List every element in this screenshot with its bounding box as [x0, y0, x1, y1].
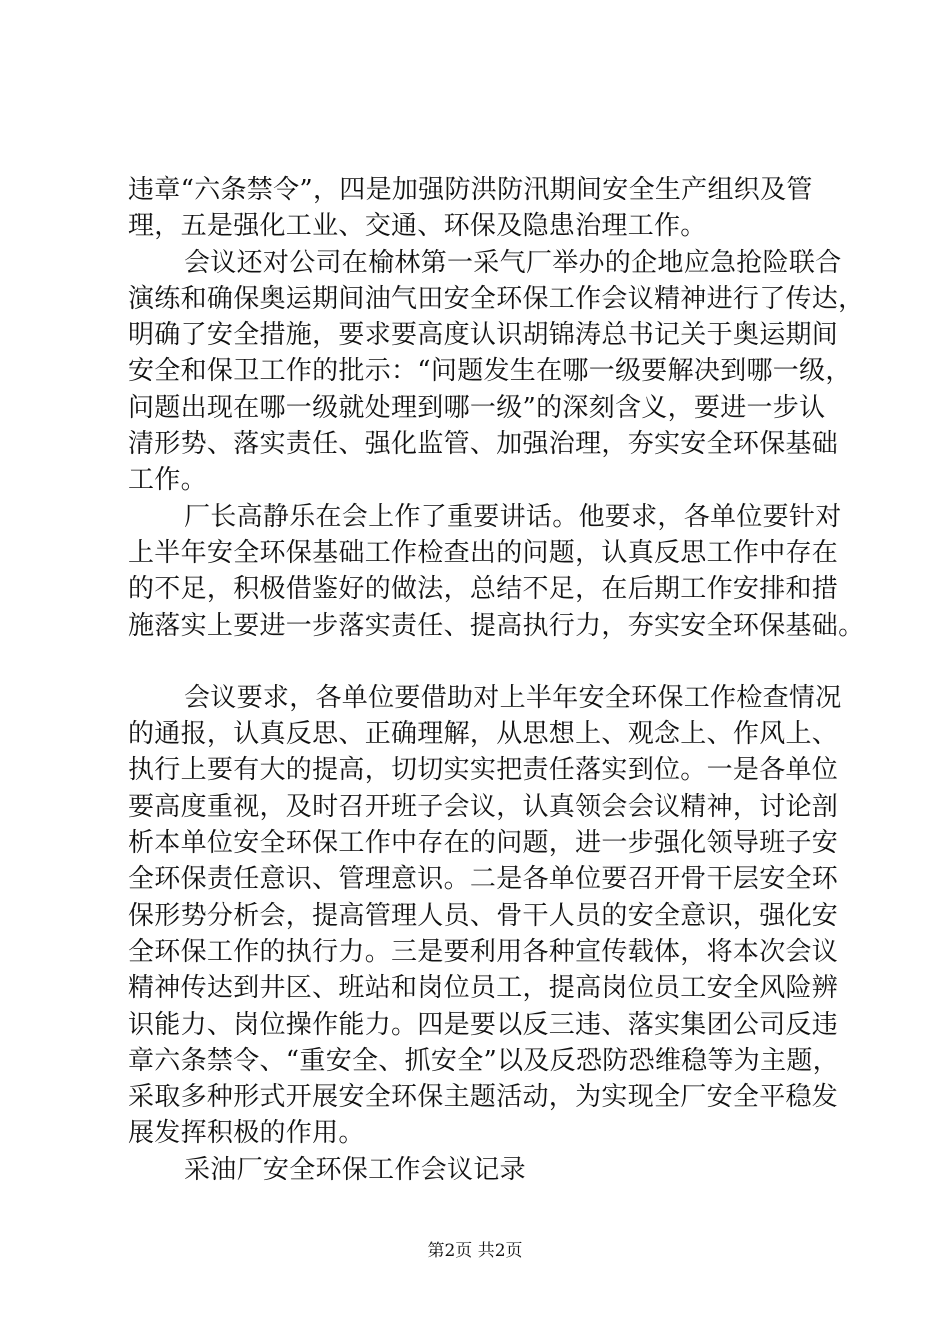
text-line: 会议还对公司在榆林第一采气厂举办的企地应急抢险联合	[184, 247, 842, 278]
text-line: 清形势、落实责任、强化监管、加强治理，夯实安全环保基础	[128, 429, 839, 460]
paragraph	[128, 680, 850, 1152]
text-line: 展发挥积极的作用。	[128, 1118, 365, 1149]
text-line: 全环保责任意识、管理意识。二是各单位要召开骨干层安全环	[128, 864, 839, 895]
page-footer: 第2页 共2页	[427, 1241, 523, 1261]
text-line: 问题出现在哪一级就处理到哪一级”的深刻含义，要进一步认	[128, 392, 826, 423]
text-line: 厂长高静乐在会上作了重要讲话。他要求，各单位要针对	[184, 501, 842, 532]
text-line: 演练和确保奥运期间油气田安全环保工作会议精神进行了传达，	[128, 283, 865, 314]
text-line: 的不足，积极借鉴好的做法，总结不足，在后期工作安排和措	[128, 574, 839, 605]
text-line: 保形势分析会，提高管理人员、骨干人员的安全意识，强化安	[128, 900, 839, 931]
text-line: 理，五是强化工业、交通、环保及隐患治理工作。	[128, 211, 707, 242]
text-line: 工作。	[128, 465, 207, 496]
paragraph	[128, 245, 865, 499]
paragraph	[128, 499, 865, 644]
text-line: 全环保工作的执行力。三是要利用各种宣传载体，将本次会议	[128, 936, 839, 967]
text-line: 安全和保卫工作的批示：“问题发生在哪一级要解决到哪一级，	[128, 356, 852, 387]
paragraph	[128, 1152, 850, 1188]
text-line: 章六条禁令、“重安全、抓安全”以及反恐防恐维稳等为主题，	[128, 1045, 839, 1076]
text-line: 析本单位安全环保工作中存在的问题，进一步强化领导班子安	[128, 828, 839, 859]
paragraph-gap	[128, 644, 850, 680]
text-line: 采油厂安全环保工作会议记录	[184, 1154, 526, 1185]
text-line: 执行上要有大的提高，切切实实把责任落实到位。一是各单位	[128, 755, 839, 786]
text-line: 识能力、岗位操作能力。四是要以反三违、落实集团公司反违	[128, 1009, 839, 1040]
text-line: 要高度重视，及时召开班子会议，认真领会会议精神，讨论剖	[128, 791, 839, 822]
text-line: 会议要求，各单位要借助对上半年安全环保工作检查情况	[184, 682, 842, 713]
text-line: 施落实上要进一步落实责任、提高执行力，夯实安全环保基础。	[128, 610, 865, 641]
text-line: 上半年安全环保基础工作检查出的问题，认真反思工作中存在	[128, 537, 839, 568]
paragraph	[128, 172, 850, 245]
text-line: 采取多种形式开展安全环保主题活动，为实现全厂安全平稳发	[128, 1082, 839, 1113]
text-line: 的通报，认真反思、正确理解，从思想上、观念上、作风上、	[128, 719, 839, 750]
text-line: 明确了安全措施，要求要高度认识胡锦涛总书记关于奥运期间	[128, 320, 839, 351]
text-line: 精神传达到井区、班站和岗位员工，提高岗位员工安全风险辨	[128, 973, 839, 1004]
document-body	[128, 172, 865, 1188]
text-line: 违章“六条禁令”，四是加强防洪防汛期间安全生产组织及管	[128, 175, 813, 205]
